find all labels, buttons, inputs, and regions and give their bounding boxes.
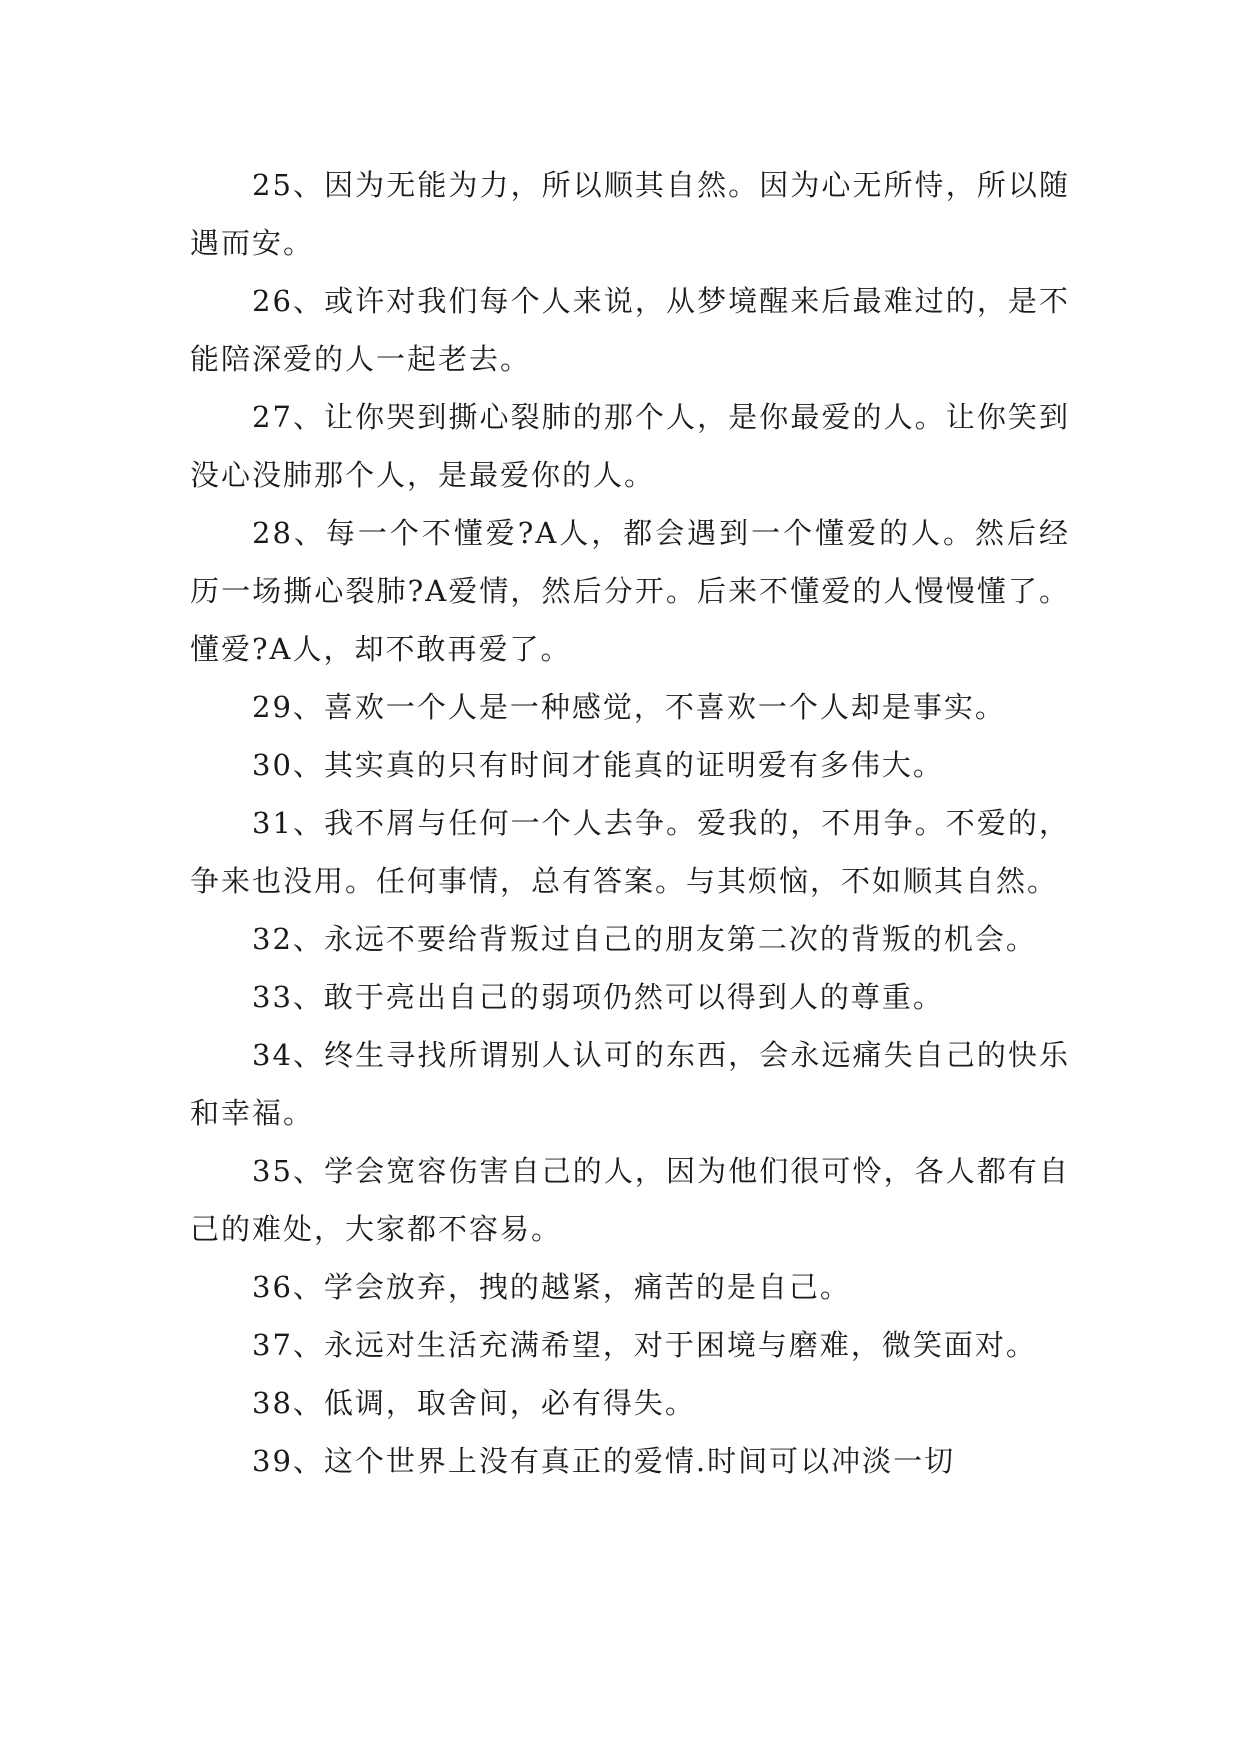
paragraph-36: 36、学会放弃，拽的越紧，痛苦的是自己。 [252, 1270, 851, 1304]
paragraph-34: 34、终生寻找所谓别人认可的东西，会永远痛失自己的快乐和幸福。 [190, 1038, 1070, 1130]
paragraph-37: 37、永远对生活充满希望，对于困境与磨难，微笑面对。 [252, 1328, 1037, 1362]
paragraph-31: 31、我不屑与任何一个人去争。爱我的，不用争。不爱的，争来也没用。任何事情，总有答案。与其烦恼，不如顺其自然。 [190, 806, 1070, 898]
paragraph-25: 25、因为无能为力，所以顺其自然。因为心无所恃，所以随遇而安。 [190, 168, 1070, 260]
paragraph-28: 28、每一个不懂爱?A人，都会遇到一个懂爱的人。然后经历一场撕心裂肺?A爱情，然后分开。后来不懂爱的人慢慢懂了。懂爱?A人，却不敢再爱了。 [190, 516, 1070, 666]
paragraph-35: 35、学会宽容伤害自己的人，因为他们很可怜，各人都有自己的难处，大家都不容易。 [190, 1154, 1070, 1246]
paragraph-29: 29、喜欢一个人是一种感觉，不喜欢一个人却是事实。 [252, 690, 1006, 724]
paragraph-39: 39、这个世界上没有真正的爱情.时间可以冲淡一切 [252, 1444, 956, 1478]
document-body [190, 156, 1070, 1490]
paragraph-33: 33、敢于亮出自己的弱项仍然可以得到人的尊重。 [252, 980, 944, 1014]
paragraph-30: 30、其实真的只有时间才能真的证明爱有多伟大。 [252, 748, 944, 782]
paragraph-26: 26、或许对我们每个人来说，从梦境醒来后最难过的，是不能陪深爱的人一起老去。 [190, 284, 1070, 376]
paragraph-27: 27、让你哭到撕心裂肺的那个人，是你最爱的人。让你笑到没心没肺那个人，是最爱你的人。 [190, 400, 1070, 492]
paragraph-32: 32、永远不要给背叛过自己的朋友第二次的背叛的机会。 [252, 922, 1037, 956]
paragraph-38: 38、低调，取舍间，必有得失。 [252, 1386, 696, 1420]
